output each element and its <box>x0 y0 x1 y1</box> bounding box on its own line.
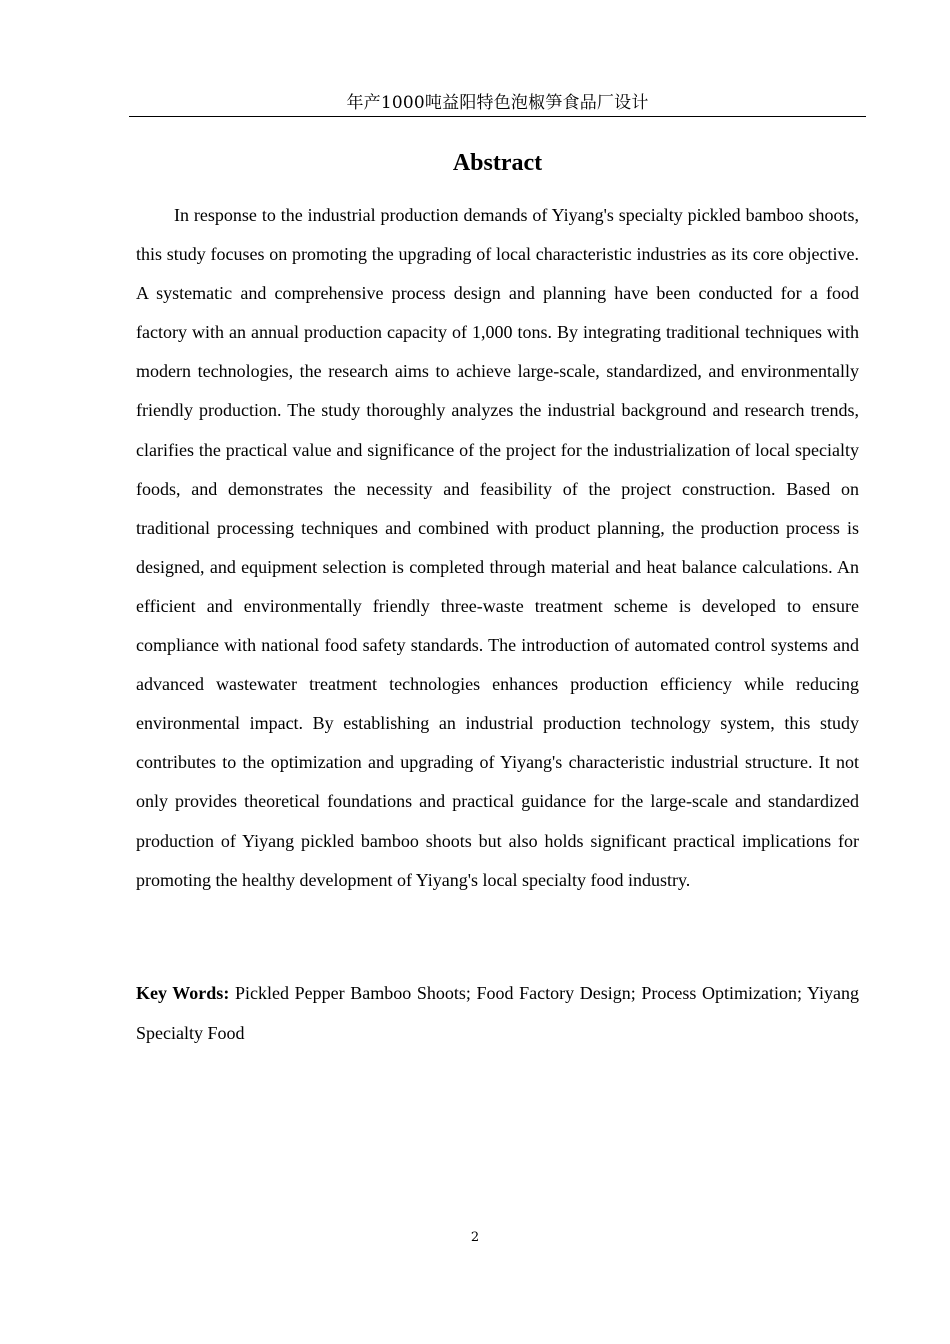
keywords-paragraph <box>136 974 859 1053</box>
abstract-body: In response to the industrial production demands of Yiyang's specialty pickled bamboo shoots, this study focuses on promoting the upgrading of local characteristic industries as its core objective. A systematic and comprehensive process design and planning have been conducted for a food factory with an annual production capacity of 1,000 tons. By integrating traditional techniques with modern technologies, the research aims to achieve large-scale, standardized, and environmentally friendly production. The study thoroughly analyzes the industrial background and research trends, clarifies the practical value and significance of the project for the industrialization of local specialty foods, and demonstrates the necessity and feasibility of the project construction. Based on traditional processing techniques and combined with product planning, the production process is designed, and equipment selection is completed through material and heat balance calculations. An efficient and environmentally friendly three-waste treatment scheme is developed to ensure compliance with national food safety standards. The introduction of automated control systems and advanced wastewater treatment technologies enhances production efficiency while reducing environmental impact. By establishing an industrial production technology system, this study contributes to the optimization and upgrading of Yiyang's characteristic industrial structure. It not only provides theoretical foundations and practical guidance for the large-scale and standardized production of Yiyang pickled bamboo shoots but also holds significant practical implications for promoting the healthy development of Yiyang's local specialty food industry. <box>136 205 859 890</box>
page-number: 2 <box>470 1230 480 1245</box>
running-header: 年产1000吨益阳特色泡椒笋食品厂设计 <box>129 90 866 117</box>
keywords-text: Pickled Pepper Bamboo Shoots; Food Factory Design; Process Optimization; Yiyang Specialty Food <box>136 983 859 1043</box>
abstract-title: Abstract <box>452 150 543 176</box>
keywords-label: Key Words: <box>136 983 230 1003</box>
